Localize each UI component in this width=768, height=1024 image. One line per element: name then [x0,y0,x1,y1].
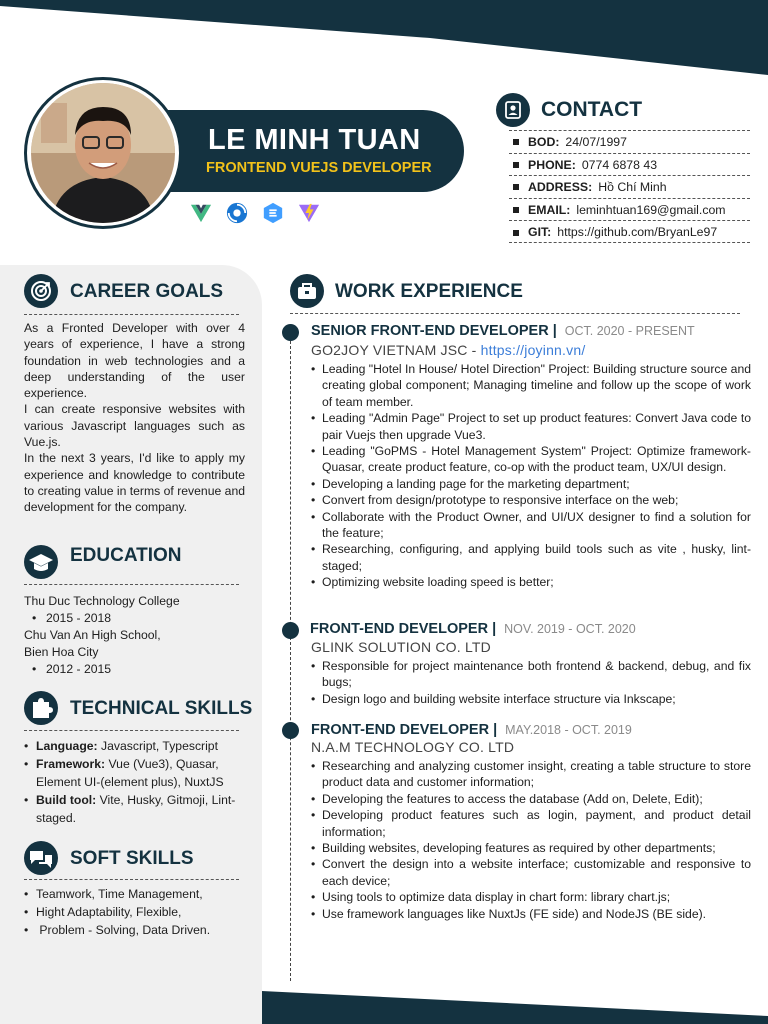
education-years: • 2012 - 2015 [24,661,245,678]
job-duties [310,658,751,707]
technical-skills-list [24,737,245,827]
soft-skills-list [24,885,245,939]
education-heading: EDUCATION [70,545,182,566]
duty-item: • Optimizing website loading speed is better; [310,574,751,590]
vite-icon [298,202,320,224]
work-experience-divider [290,313,740,314]
timeline-dot [282,324,299,341]
contact-list [509,130,750,243]
chat-bubbles-icon [24,841,58,875]
skill-item-build-tool: • Build tool: Vite, Husky, Gitmoji, Lint-staged. [24,791,245,827]
soft-skill-line: • Teamwork, Time Management, [24,885,245,903]
career-goals-heading: CAREER GOALS [70,281,224,302]
education-school: Thu Duc Technology College [24,594,180,608]
career-goals-divider [24,314,239,315]
career-goals-text [24,320,245,516]
duty-item: • Developing the features to access the database (Add on, Delete, Edit); [310,791,751,807]
education-divider [24,584,239,585]
contact-item-git[interactable]: GIT: https://github.com/BryanLe97 [509,220,750,243]
job-title: FRONT-END DEVELOPER | MAY.2018 - OCT. 2019 [311,722,632,738]
duty-item: • Researching and analyzing customer insight, creating a table structure to store product data and customer information; [310,758,751,791]
candidate-name: LE MINH TUAN [208,124,421,156]
avatar [31,83,175,223]
vue-icon [190,202,212,224]
duty-item: • Researching, configuring, and applying build tools such as vite , husky, lint-staged; [310,541,751,574]
education-school-city: Bien Hoa City [24,645,99,659]
timeline-dot [282,722,299,739]
job-date: MAY.2018 - OCT. 2019 [505,723,632,737]
duty-item: • Developing product features such as login, payment, and product detail information; [310,807,751,840]
technical-skills-heading: TECHNICAL SKILLS [70,698,253,719]
soft-skills-divider [24,879,239,880]
briefcase-icon [290,274,324,308]
tech-logos [190,202,320,224]
soft-skill-line: • Hight Adaptability, Flexible, [24,903,245,921]
contact-item-phone[interactable]: PHONE: 0774 6878 43 [509,153,750,176]
duty-item: • Responsible for project maintenance both frontend & backend, debug, and fix bugs; [310,658,751,691]
education-years: • 2015 - 2018 [24,610,245,627]
timeline-line [290,336,291,981]
career-paragraph: As a Fronted Developer with over 4 years of experience, I have a strong foundation in web technologies and a deep understanding of the user experience. [24,321,245,401]
contact-item-email[interactable]: EMAIL: leminhtuan169@gmail.com [509,198,750,221]
contact-heading: CONTACT [541,98,643,121]
job-duties [310,361,751,591]
duty-item: • Using tools to optimize data display in chart form: library chart.js; [310,889,751,905]
candidate-title: FRONTEND VUEJS DEVELOPER [206,160,432,176]
job-title: SENIOR FRONT-END DEVELOPER | OCT. 2020 - PRESENT [311,323,695,339]
education-school: Chu Van An High School, [24,628,161,642]
header-white-cut [0,0,768,80]
quasar-icon [226,202,248,224]
duty-item: • Collaborate with the Product Owner, and UI/UX designer to find a solution for the feature; [310,509,751,542]
career-paragraph: In the next 3 years, I'd like to apply my experience and knowledge to contribute to creating value in terms of revenue and development for the company. [24,451,245,515]
element-ui-icon [262,202,284,224]
job-duties [310,758,751,922]
job-company: GO2JOY VIETNAM JSC - https://joyinn.vn/ [311,342,586,358]
job-title: FRONT-END DEVELOPER | NOV. 2019 - OCT. 2020 [310,621,636,637]
skill-item-framework: • Framework: Vue (Vue3), Quasar, Element UI-(element plus), NuxtJS [24,755,245,791]
duty-item: • Leading "GoPMS - Hotel Management System" Project: Optimize framework-Quasar, create product feature, co-op with the product team, UX/UI design. [310,443,751,476]
contact-icon [496,93,530,127]
work-experience-heading: WORK EXPERIENCE [335,281,523,302]
puzzle-icon [24,691,58,725]
soft-skills-heading: SOFT SKILLS [70,848,194,869]
skill-item-language: • Language: Javascript, Typescript [24,737,245,755]
soft-skill-line: • Problem - Solving, Data Driven. [24,921,245,939]
timeline-dot [282,622,299,639]
company-link[interactable]: https://joyinn.vn/ [480,342,586,358]
technical-skills-divider [24,730,239,731]
education-list [24,593,245,678]
duty-item: • Leading "Admin Page" Project to set up product features: Convert Java code to pair Vuejs then upgrade Vue3. [310,410,751,443]
duty-item: • Building websites, developing features as required by other departments; [310,840,751,856]
contact-item-address: ADDRESS: Hồ Chí Minh [509,175,750,198]
job-date: OCT. 2020 - PRESENT [564,324,695,338]
target-icon [24,274,58,308]
duty-item: • Leading "Hotel In House/ Hotel Direction" Project: Building structure source and creating global component; Managing timeline and follow up the scope of work of team member. [310,361,751,410]
duty-item: • Convert the design into a website interface; customizable and responsive to each device; [310,856,751,889]
contact-item-bod: BOD: 24/07/1997 [509,130,750,153]
graduation-cap-icon [24,545,58,579]
duty-item: • Convert from design/prototype to responsive interface on the web; [310,492,751,508]
duty-item: • Design logo and building website interface structure via Inkscape; [310,691,751,707]
duty-item: • Developing a landing page for the marketing department; [310,476,751,492]
job-company: GLINK SOLUTION CO. LTD [311,639,491,655]
career-paragraph: I can create responsive websites with various Javascript languages such as Vue.js. [24,402,245,450]
duty-item: • Use framework languages like NuxtJs (FE side) and NodeJS (BE side). [310,906,751,922]
job-date: NOV. 2019 - OCT. 2020 [504,622,636,636]
job-company: N.A.M TECHNOLOGY CO. LTD [311,739,515,755]
